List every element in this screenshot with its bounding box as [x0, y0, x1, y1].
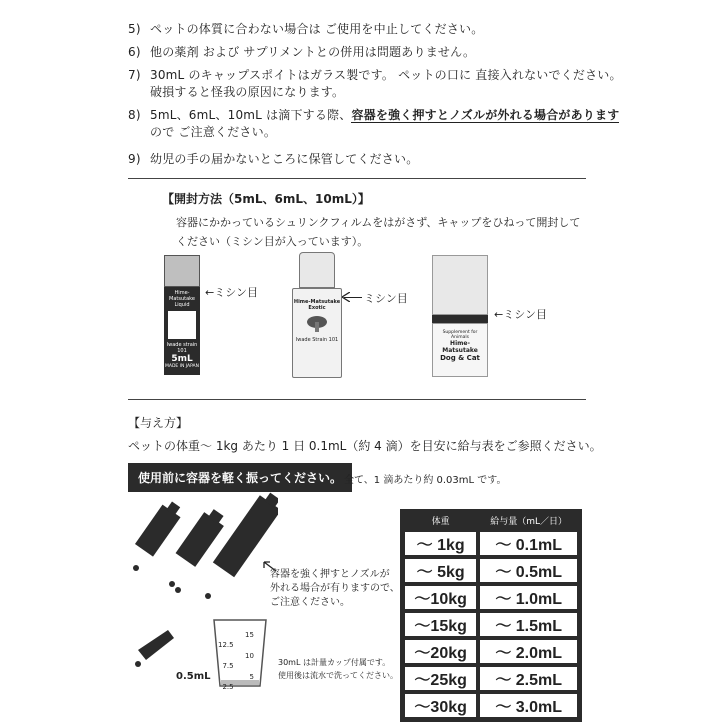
cup-tick: 10 — [245, 652, 254, 660]
table-row — [403, 665, 579, 692]
note-number: 7) — [128, 68, 141, 82]
bottle-strain: Iwade Strain 101 — [295, 337, 339, 343]
cup-tick: 7.5 — [222, 662, 234, 670]
table-row — [403, 638, 579, 665]
weight-cell: ～25kg — [403, 665, 478, 692]
cup-tick: 2.5 — [222, 683, 234, 691]
dose-cell: ～ 1.5mL — [478, 611, 579, 638]
opening-title: 【開封方法（5mL、6mL、10mL）】 — [162, 192, 370, 206]
note-text-cont: 破損すると怪我の原因になります。 — [150, 85, 345, 99]
bottle-volume: 5mL — [171, 354, 193, 364]
cup-tick: 12.5 — [218, 641, 234, 649]
drop-note: 全て、1 滴あたり約 0.03mL です。 — [344, 475, 507, 486]
bottle-exotic — [292, 252, 342, 376]
bottle-brand: Hime-Matsutake — [442, 340, 478, 354]
col-dose: 給与量（mL／日） — [490, 517, 568, 527]
dosing-title: 【与え方】 — [128, 416, 189, 430]
cup-tick: 5 — [249, 673, 254, 681]
cup-note-line: 使用後は流水で洗ってください。 — [278, 671, 398, 680]
bottle-brand: Hime-Matsutake — [169, 290, 195, 302]
note-5 — [128, 20, 483, 37]
bottle-5ml — [164, 255, 200, 373]
dose-cell: ～ 1.0mL — [478, 584, 579, 611]
dose-cell: ～ 2.5mL — [478, 665, 579, 692]
dose-cell: ～ 2.0mL — [478, 638, 579, 665]
weight-cell: ～15kg — [403, 611, 478, 638]
perforation-label-2: ミシン目 — [364, 292, 408, 305]
dose-cell: ～ 0.5mL — [478, 557, 579, 584]
bottle-sub: Exotic — [308, 305, 326, 311]
bottle-origin: MADE IN JAPAN — [164, 364, 200, 369]
note-9 — [128, 150, 418, 167]
note-number: 5) — [128, 22, 141, 36]
weight-cell: ～10kg — [403, 584, 478, 611]
dropper-bottles-illustration — [128, 492, 278, 602]
bottle-strain: Iwade strain 101 — [166, 342, 198, 354]
table-row — [403, 557, 579, 584]
bottle-sub: Dog & Cat — [440, 354, 480, 362]
nozzle-warning-line: 容器を強く押すとノズルが — [270, 569, 390, 580]
bottle-brand: Hime-Matsutake — [293, 299, 341, 305]
note-text: 30mL のキャップスポイトはガラス製です。 ペットの口に 直接入れないでください。 — [150, 68, 622, 82]
note-text: 幼児の手の届かないところに保管してください。 — [150, 152, 419, 166]
cup-scale-right — [245, 630, 254, 683]
col-weight: 体重 — [431, 517, 450, 527]
cup-tick: 15 — [245, 631, 254, 639]
dose-table — [400, 509, 582, 722]
nozzle-warning — [270, 568, 400, 610]
perforation-label-3: ←ミシン目 — [494, 308, 547, 321]
dosing-intro: ペットの体重～ 1kg あたり 1 日 0.1mL（約 4 滴）を目安に給与表をご参照ください。 — [128, 439, 602, 453]
table-row — [403, 584, 579, 611]
shake-banner: 使用前に容器を軽く振ってください。 — [128, 463, 352, 492]
cup-volume-label: 0.5mL — [176, 671, 211, 682]
weight-cell: ～ 5kg — [403, 557, 478, 584]
note-text: 5mL、6mL、10mL は滴下する際、 — [150, 108, 352, 122]
divider — [128, 399, 586, 400]
note-7 — [128, 66, 622, 100]
note-text: 他の薬剤 および サプリメントとの併用は問題ありません。 — [150, 45, 476, 59]
note-number: 9) — [128, 152, 141, 166]
weight-cell: ～20kg — [403, 638, 478, 665]
note-8 — [128, 106, 619, 140]
mushroom-icon — [305, 315, 329, 333]
dose-cell: ～ 3.0mL — [478, 692, 579, 719]
divider — [128, 178, 586, 179]
bottle-tag: Supplement for Animals — [442, 330, 478, 340]
perforation-label-1: ←ミシン目 — [205, 286, 258, 299]
note-text: ペットの体質に合わない場合は ご使用を中止してください。 — [150, 22, 484, 36]
table-row — [403, 530, 579, 557]
table-header — [403, 512, 579, 530]
table-row — [403, 611, 579, 638]
dose-cell: ～ 0.1mL — [478, 530, 579, 557]
cup-note — [278, 656, 398, 682]
bottle-sub: Liquid — [174, 302, 190, 308]
opening-text-2: ください（ミシン目が入っています）。 — [176, 235, 369, 248]
table-row — [403, 692, 579, 719]
bottle-dog-cat — [432, 255, 488, 375]
note-text-cont: ので ご注意ください。 — [150, 125, 277, 139]
nozzle-warning-line: ご注意ください。 — [270, 597, 350, 608]
note-number: 8) — [128, 108, 141, 122]
note-6 — [128, 43, 475, 60]
note-emphasis: 容器を強く押すとノズルが外れる場合があります — [351, 108, 620, 122]
cup-scale-left — [218, 640, 234, 693]
note-number: 6) — [128, 45, 141, 59]
nozzle-warning-line: 外れる場合が有りますので、 — [270, 583, 400, 594]
weight-cell: ～ 1kg — [403, 530, 478, 557]
bottle-logo — [168, 311, 196, 339]
cup-note-line: 30mL は計量カップ付属です。 — [278, 658, 391, 667]
opening-text-1: 容器にかかっているシュリンクフィルムをはがさず、キャップをひねって開封して — [176, 216, 581, 229]
weight-cell: ～30kg — [403, 692, 478, 719]
